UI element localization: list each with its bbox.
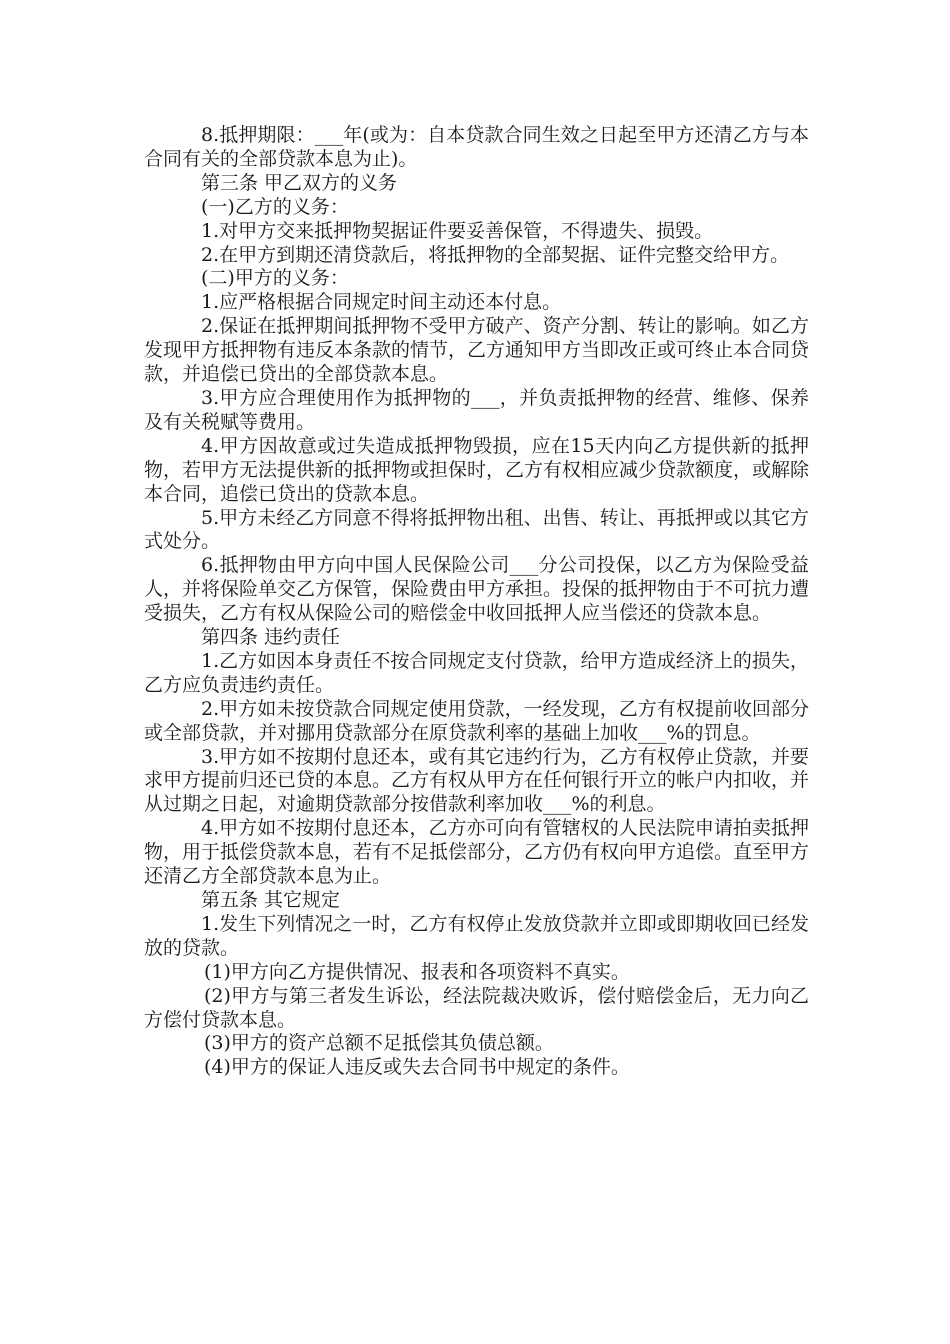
article-5-heading: 第五条 其它规定	[201, 889, 341, 911]
liability-item-2: 2.甲方如未按贷款合同规定使用贷款，一经发现，乙方有权提前收回部分或全部贷款，并对挪用贷款部分在原贷款利率的基础上加收___%的罚息。	[144, 697, 809, 744]
liability-item-4: 4.甲方如不按期付息还本，乙方亦可向有管辖权的人民法院申请拍卖抵押物，用于抵偿贷款本息，若有不足抵偿部分，乙方仍有权向甲方追偿。直至甲方还清乙方全部贷款本息为止。	[144, 817, 810, 888]
party-b-obligation-1: 1.对甲方交来抵押物契据证件要妥善保管，不得遗失、损毁。	[201, 219, 714, 242]
party-a-obligation-6: 6.抵押物由甲方向中国人民保险公司___分公司投保，以乙方为保险受益人，并将保险单交乙方保管，保险费由甲方承担。投保的抵押物由于不可抗力遭受损失，乙方有权从保险公司的赔偿金中收回抵押人应当偿还的贷款本息。	[144, 554, 810, 625]
article-4-heading: 第四条 违约责任	[201, 626, 341, 649]
condition-3: (3)甲方的资产总额不足抵偿其负债总额。	[204, 1032, 554, 1055]
party-a-obligation-2: 2.保证在抵押期间抵押物不受甲方破产、资产分割、转让的影响。如乙方发现甲方抵押物有违反本条款的情节，乙方通知甲方当即改正或可终止本合同贷款，并追偿已贷出的全部贷款本息。	[144, 315, 810, 386]
condition-1: (1)甲方向乙方提供情况、报表和各项资料不真实。	[204, 960, 630, 983]
other-provision-1: 1.发生下列情况之一时，乙方有权停止发放贷款并立即或即期收回已经发放的贷款。	[144, 912, 809, 959]
party-a-obligation-5: 5.甲方未经乙方同意不得将抵押物出租、出售、转让、再抵押或以其它方式处分。	[144, 506, 809, 553]
condition-4: (4)甲方的保证人违反或失去合同书中规定的条件。	[204, 1056, 630, 1079]
liability-item-1: 1.乙方如因本身责任不按合同规定支付贷款，给甲方造成经济上的损失，乙方应负责违约责任。	[144, 649, 809, 696]
document-body	[144, 124, 809, 1080]
party-a-obligation-1: 1.应严格根据合同规定时间主动还本付息。	[201, 291, 562, 314]
party-b-obligation-2: 2.在甲方到期还清贷款后，将抵押物的全部契据、证件完整交给甲方。	[201, 243, 790, 266]
party-b-obligations-heading: (一)乙方的义务：	[201, 195, 349, 218]
article-3-heading: 第三条 甲乙双方的义务	[201, 171, 398, 194]
clause-8-mortgage-term: 8.抵押期限：___年(或为：自本贷款合同生效之日起至甲方还清乙方与本合同有关的全部贷款本息为止)。	[144, 124, 809, 170]
party-a-obligations-heading: (二)甲方的义务：	[201, 267, 349, 290]
party-a-obligation-3: 3.甲方应合理使用作为抵押物的___，并负责抵押物的经营、维修、保养及有关税赋等费用。	[144, 386, 809, 433]
party-a-obligation-4: 4.甲方因故意或过失造成抵押物毁损，应在15天内向乙方提供新的抵押物，若甲方无法提供新的抵押物或担保时，乙方有权相应减少贷款额度，或解除本合同，追偿已贷出的贷款本息。	[144, 434, 810, 505]
condition-2: (2)甲方与第三者发生诉讼，经法院裁决败诉，偿付赔偿金后，无力向乙方偿付贷款本息。	[144, 984, 809, 1031]
liability-item-3: 3.甲方如不按期付息还本，或有其它违约行为，乙方有权停止贷款，并要求甲方提前归还已贷的本息。乙方有权从甲方在任何银行开立的帐户内扣收，并从过期之日起，对逾期贷款部分按借款利率加收___%的利息。	[144, 745, 810, 816]
